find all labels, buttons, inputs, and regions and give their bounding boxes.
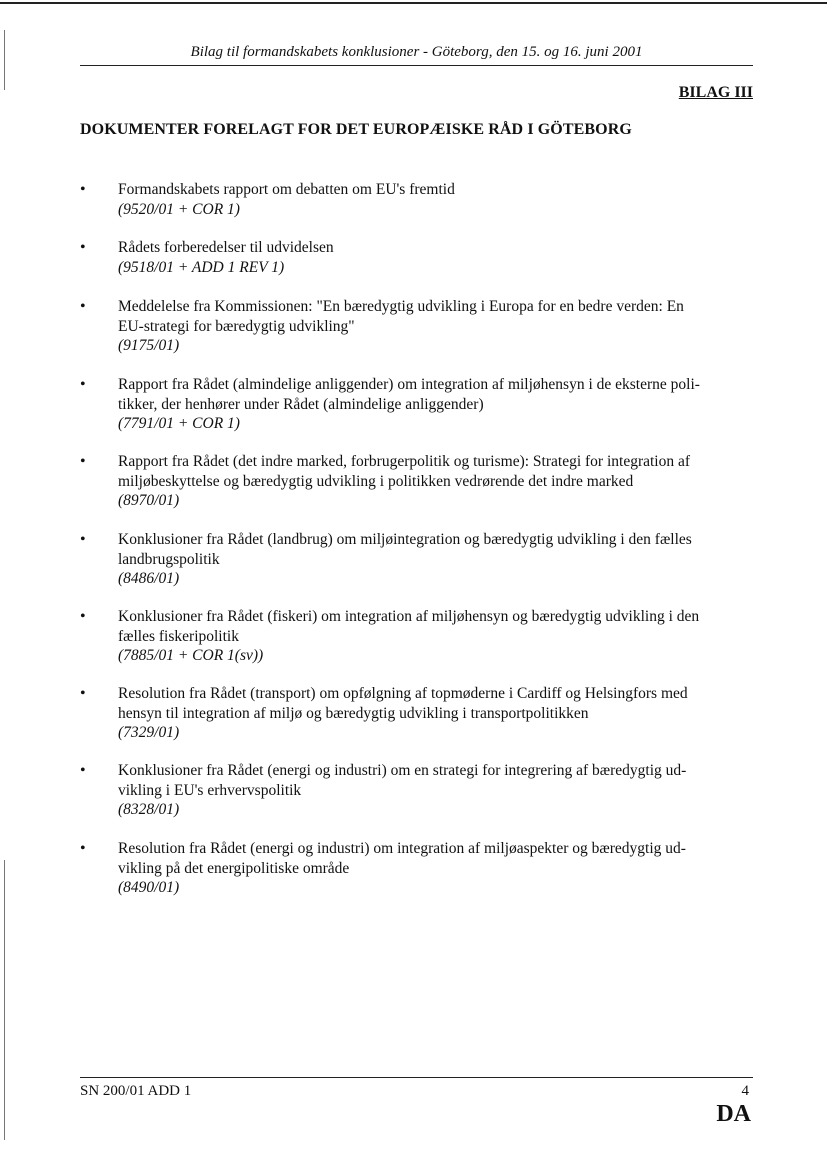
list-item-text [118,180,753,219]
document-reference: (9175/01) [118,337,180,354]
list-item-text [118,375,753,434]
item-line-1: Konklusioner fra Rådet (landbrug) om miljøintegration og bæredygtig udvikling i den fælles [118,531,692,548]
list-item-text [118,297,753,356]
annex-label: BILAG III [678,84,753,101]
item-line-2: vikling i EU's erhvervspolitik [118,781,302,799]
bullet-icon: • [80,840,86,857]
item-line-2: hensyn til integration af miljø og bæredygtig udvikling i transportpolitikken [118,704,589,722]
page-number: 4 [741,1083,749,1099]
item-line-1: Konklusioner fra Rådet (energi og industri) om en strategi for integrering af bæredygtig ud- [118,762,687,779]
document-reference: (8490/01) [118,879,180,896]
item-line-1: Rapport fra Rådet (almindelige anliggender) om integration af miljøhensyn i de eksterne poli- [118,376,700,393]
list-item-text [118,530,753,589]
document-reference: (8328/01) [118,801,180,818]
list-item-text [118,761,753,820]
item-line-2: vikling på det energipolitiske område [118,859,350,877]
item-line-2: tikker, der henhører under Rådet (almindelige anliggender) [118,395,484,413]
document-reference: (7791/01 + COR 1) [118,415,240,432]
document-reference: (8486/01) [118,570,180,587]
bullet-icon: • [80,531,86,548]
bullet-icon: • [80,298,86,315]
language-code: DA [716,1101,751,1127]
document-title: DOKUMENTER FORELAGT FOR DET EUROPÆISKE RÅD I GÖTEBORG [80,121,632,138]
document-number: SN 200/01 ADD 1 [80,1083,192,1099]
list-item-text [118,607,753,666]
item-line-2: landbrugspolitik [118,550,220,568]
bullet-icon: • [80,685,86,702]
document-reference: (7329/01) [118,724,180,741]
running-header: Bilag til formandskabets konklusioner - Göteborg, den 15. og 16. juni 2001 [190,44,643,60]
bullet-icon: • [80,762,86,779]
bullet-icon: • [80,608,86,625]
item-line-1: Rapport fra Rådet (det indre marked, forbrugerpolitik og turisme): Strategi for integration af [118,453,691,470]
list-item-text [118,452,753,511]
document-reference: (7885/01 + COR 1(sv)) [118,647,264,664]
item-line-2: fælles fiskeripolitik [118,627,239,645]
list-item-text [118,238,753,277]
list-item-text [118,684,753,743]
list-item-text [118,839,753,898]
item-line-1: Resolution fra Rådet (energi og industri) om integration af miljøaspekter og bæredygtig ud- [118,840,686,857]
item-line-1: Konklusioner fra Rådet (fiskeri) om integration af miljøhensyn og bæredygtig udvikling i den [118,608,700,625]
item-line-1: Rådets forberedelser til udvidelsen [118,239,334,256]
item-line-1: Resolution fra Rådet (transport) om opfølgning af topmøderne i Cardiff og Helsingfors med [118,685,688,702]
bullet-icon: • [80,239,86,256]
footer-rule [80,1077,753,1078]
item-line-1: Meddelelse fra Kommissionen: "En bæredygtig udvikling i Europa for en bedre verden: En [118,298,684,315]
document-reference: (9520/01 + COR 1) [118,200,240,218]
document-reference: (8970/01) [118,492,180,509]
item-line-2: EU-strategi for bæredygtig udvikling" [118,317,355,335]
document-reference: (9518/01 + ADD 1 REV 1) [118,258,285,276]
item-line-1: Formandskabets rapport om debatten om EU's fremtid [118,181,455,198]
bullet-icon: • [80,181,86,198]
item-line-2: miljøbeskyttelse og bæredygtig udvikling i politikken vedrørende det indre marked [118,472,634,490]
bullet-icon: • [80,376,86,393]
bullet-icon: • [80,453,86,470]
